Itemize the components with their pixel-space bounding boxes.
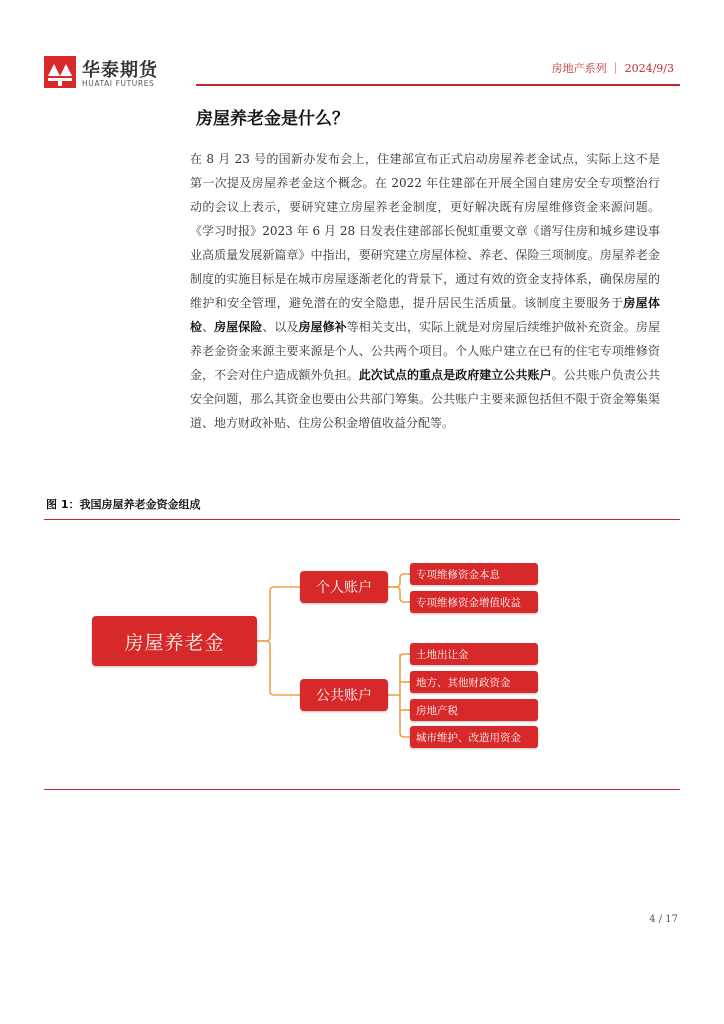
huatai-logo (44, 56, 194, 92)
connector-personal-leaf-2 (388, 587, 410, 602)
header-separator: ｜ (610, 62, 622, 75)
figure-bottom-rule (44, 789, 680, 790)
connector-personal-leaf-1 (388, 574, 410, 587)
body-paragraph (190, 147, 660, 435)
root-node-housing-pension: 房屋养老金 (92, 616, 257, 666)
leaf-public-4: 城市维护、改造用资金 (410, 726, 538, 748)
header-rule (196, 84, 680, 86)
page-number: 4 / 17 (649, 914, 678, 925)
leaf-public-2: 地方、其他财政资金 (410, 671, 538, 693)
connector-root-public (257, 641, 300, 695)
connector-public-leaf-1 (400, 654, 410, 658)
body-text-part-2: 等相关支出，实际上就是对房屋后续维护做补充资金。房屋养老金资金来源主要来源是个人、公共两个项目。个人账户建立在已有的住宅专项维修资金，不会对住户造成额外负担。 (190, 320, 660, 382)
leaf-public-3: 房地产税 (410, 699, 538, 721)
logo-english-name: HUATAI FUTURES (82, 79, 155, 88)
leaf-personal-2: 专项维修资金增值收益 (410, 591, 538, 613)
huatai-logo-icon (44, 56, 76, 88)
report-series-and-date (552, 60, 674, 76)
report-series: 房地产系列 (551, 62, 607, 75)
connector-root-personal (257, 587, 300, 641)
bold-term-inspection: 房屋体检 (190, 296, 660, 334)
body-sep-1: 、 (202, 320, 215, 334)
body-text-part-1: 在 8 月 23 号的国新办发布会上，住建部宣布正式启动房屋养老金试点，实际上这不是第一次提及房屋养老金这个概念。在 2022 年住建部在开展全国自建房安全专项整治行动的会议上表示，要研究建立房屋养老金制度，更好解决既有房屋维修资金来源问题。《学习时报》2023 年 6 月 28 日发表住建部部长倪虹重要文章《谱写住房和城乡建设事业高质量发展新篇章》中指出，要研究建立房屋体检、养老、保险三项制度。房屋养老金制度的实施目标是在城市房屋逐渐老化的背景下，通过有效的资金支持体系，确保房屋的维护和安全管理，避免潜在的安全隐患，提升居民生活质量。该制度主要服务于 (190, 152, 660, 310)
report-date: 2024/9/3 (624, 62, 674, 75)
leaf-personal-1: 专项维修资金本息 (410, 563, 538, 585)
section-title: 房屋养老金是什么？ (196, 109, 349, 129)
connector-public-leaf-4 (400, 733, 410, 737)
node-public-account: 公共账户 (300, 679, 388, 711)
bold-key-point: 此次试点的重点是政府建立公共账户 (358, 368, 552, 382)
figure-top-rule (44, 519, 680, 520)
logo-chinese-name: 华泰期货 (82, 60, 158, 81)
bold-term-insurance: 房屋保险 (214, 320, 263, 334)
leaf-public-1: 土地出让金 (410, 643, 538, 665)
node-personal-account: 个人账户 (300, 571, 388, 603)
body-text-part-3: 。公共账户负责公共安全问题，那么其资金也要由公共部门筹集。公共账户主要来源包括但不限于资金筹集渠道、地方财政补贴、住房公积金增值收益分配等。 (190, 368, 660, 430)
body-sep-2: 、以及 (262, 320, 299, 334)
fund-structure-diagram (0, 540, 724, 760)
bold-term-repair: 房屋修补 (298, 320, 347, 334)
figure-caption: 图 1：我国房屋养老金资金组成 (46, 498, 201, 511)
